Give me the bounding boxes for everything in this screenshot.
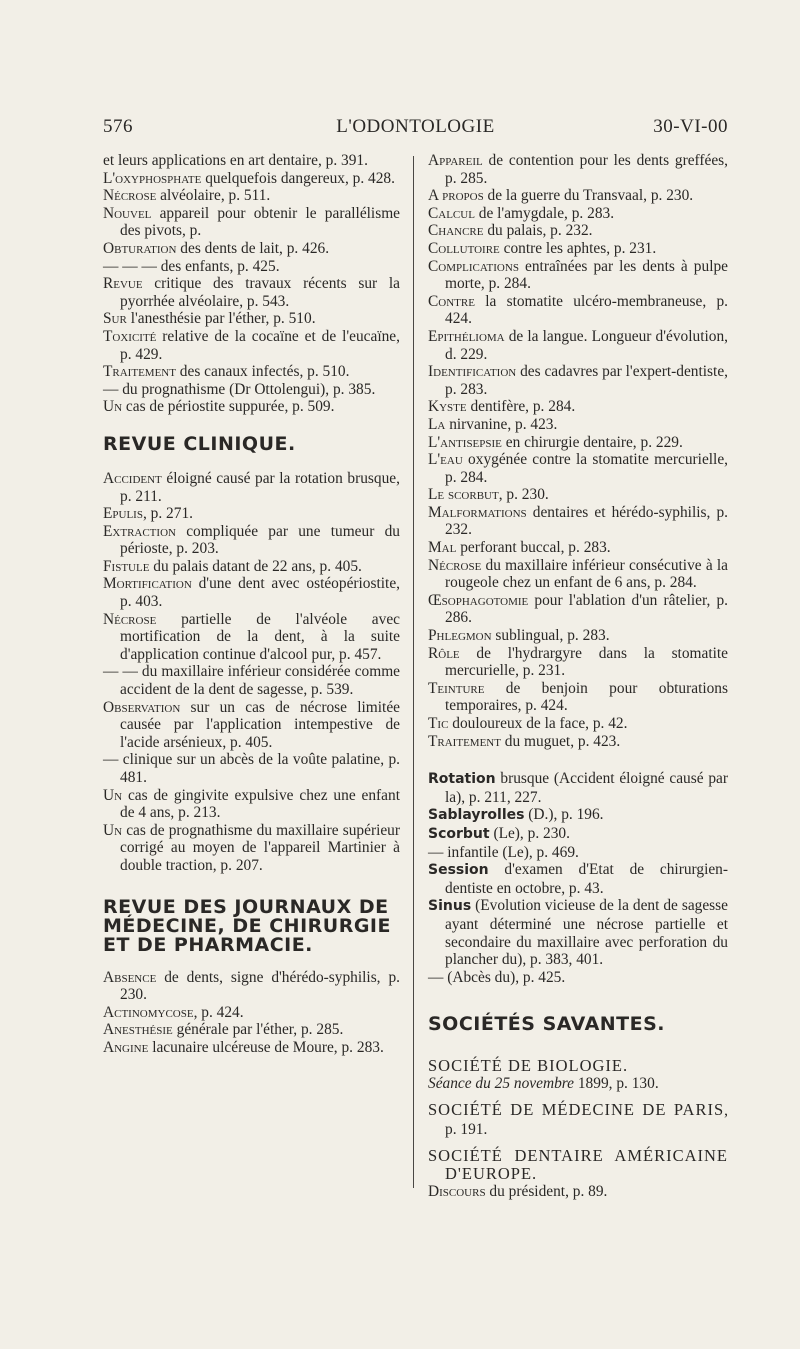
entry-text: l'anesthésie par l'éther, p. 510. [126, 310, 316, 328]
index-entry [428, 861, 728, 897]
journaux-entries-continued [428, 152, 728, 750]
seance-label: Séance du 25 novembre [428, 1075, 575, 1093]
societe-dentaire-title: SOCIÉTÉ DENTAIRE AMÉRICAINE D'EUROPE. [428, 1145, 728, 1183]
entry-key: Complications [428, 257, 519, 275]
index-entry [428, 240, 728, 258]
entry-key: Sur [103, 310, 127, 328]
entry-key: Rotation [428, 771, 496, 788]
index-entry [103, 523, 400, 558]
index-entry [428, 627, 728, 645]
entry-text: — (Abcès du), p. 425. [428, 968, 566, 986]
index-entry [103, 663, 400, 698]
section-revue-journaux-title: REVUE DES JOURNAUX DE MÉDECINE, DE CHIRURGIE ET DE PHARMACIE. [103, 895, 391, 956]
left-column [103, 152, 400, 1057]
index-entry [428, 806, 728, 825]
entry-text: des dents de lait, p. 426. [176, 239, 330, 257]
entry-key: L'eau [428, 451, 463, 469]
entry-key: Epulis [103, 505, 143, 523]
index-entry [428, 152, 728, 187]
index-entry [103, 787, 400, 822]
index-entry [103, 381, 400, 399]
entry-key: Mortification [103, 575, 192, 593]
entry-key: Teinture [428, 679, 485, 697]
index-entry [103, 470, 400, 505]
index-entry [103, 699, 400, 752]
entry-text: , p. 424. [193, 1003, 244, 1021]
entry-key: Session [428, 862, 489, 879]
entry-key: Extraction [103, 522, 176, 540]
entry-key: Observation [103, 698, 181, 716]
index-entry [103, 505, 400, 523]
index-entry [428, 222, 728, 240]
entry-key: Malformations [428, 503, 527, 521]
entry-text: , p. 271. [142, 505, 193, 523]
index-entry [103, 310, 400, 328]
entry-text: oxygénée contre la stomatite mercurielle, p. 284. [445, 451, 728, 486]
entry-key: Revue [103, 275, 143, 293]
entry-key: Scorbut [428, 825, 490, 842]
entry-text: dentifère, p. 284. [466, 398, 576, 416]
clinique-entries [103, 470, 400, 875]
entry-key: Sinus [428, 898, 472, 915]
entry-text: d'une dent avec ostéopériostite, p. 403. [120, 575, 400, 611]
entry-text: compliquée par une tumeur du périoste, p. 203. [120, 522, 400, 558]
entry-key: Obturation [103, 239, 177, 257]
right-column [428, 152, 728, 1201]
societe-medecine-ref: , p. 191. [445, 1101, 728, 1138]
entry-text: des cadavres par l'expert-dentiste, p. 283. [445, 363, 728, 398]
entry-text: cas de périostite suppurée, p. 509. [122, 398, 335, 416]
entry-key: Anesthésie [103, 1021, 173, 1039]
entry-text: nirvanine, p. 423. [445, 415, 558, 433]
entry-key: A propos [428, 187, 484, 205]
index-entry [103, 1039, 400, 1057]
journal-title: L'ODONTOLOGIE [336, 116, 495, 137]
index-entry [428, 897, 728, 968]
societe-medecine-title: SOCIÉTÉ DE MÉDECINE DE PARIS [428, 1099, 725, 1119]
bold-entries [428, 770, 728, 986]
index-entry [428, 844, 728, 862]
entry-text: quelquefois dangereux, p. 428. [201, 169, 395, 187]
entry-text: douloureux de la face, p. 42. [448, 715, 628, 732]
entry-text: — — — des enfants, p. 425. [103, 257, 280, 275]
entry-text: — clinique sur un abcès de la voûte palatine, p. 481. [103, 751, 400, 786]
entry-text: contre les aphtes, p. 231. [499, 239, 657, 257]
entry-text: (D.), p. 196. [524, 806, 604, 824]
index-entry [428, 504, 728, 539]
entry-text: de contention pour les dents greffées, p. 285. [445, 152, 728, 187]
index-entry [103, 275, 400, 310]
index-entry [428, 416, 728, 434]
entry-text: cas de gingivite expulsive chez une enfant de 4 ans, p. 213. [120, 786, 400, 822]
entry-text: brusque (Accident éloigné causé par la), p. 211, 227. [445, 770, 728, 806]
index-entry [428, 645, 728, 680]
issue-date: 30-VI-00 [653, 116, 728, 137]
index-entry [103, 328, 400, 363]
entry-key: Collutoire [428, 239, 500, 257]
index-entry [428, 398, 728, 416]
index-entry [428, 715, 728, 733]
entry-text: dentaires et hérédo-syphilis, p. 232. [445, 503, 728, 539]
entry-text: cas de prognathisme du maxillaire supérieur corrigé au moyen de l'appareil Martinier à double traction, p. 207. [120, 821, 400, 874]
index-entry [103, 558, 400, 576]
entry-text: de benjoin pour obturations temporaires, p. 424. [445, 679, 728, 715]
entry-text: , p. 230. [498, 486, 549, 504]
index-entry [428, 451, 728, 486]
index-entry [103, 969, 400, 1004]
entry-text: perforant buccal, p. 283. [456, 539, 611, 557]
index-entry [103, 152, 400, 170]
journaux-entries [103, 969, 400, 1057]
entry-text: alvéolaire, p. 511. [156, 187, 271, 205]
index-entry [103, 822, 400, 875]
entry-text: et leurs applications en art dentaire, p. 391. [103, 152, 368, 169]
entry-text: (Evolution vicieuse de la dent de sagesse ayant déterminé une nécrose partielle et secondaire du maxillaire avec perforation du plancher du), p. 383, 401. [445, 897, 728, 969]
entry-key: Chancre [428, 222, 484, 240]
index-entry [428, 328, 728, 363]
entry-key: Accident [103, 469, 162, 487]
index-entry [103, 258, 400, 276]
index-entry [428, 825, 728, 844]
index-entry [428, 187, 728, 205]
seance-ref: 1899, p. 130. [574, 1075, 659, 1093]
entry-text: générale par l'éther, p. 285. [172, 1021, 344, 1039]
index-entry [103, 611, 400, 664]
index-entry [103, 1021, 400, 1039]
entry-key: Toxicité [103, 327, 157, 345]
index-entry [103, 575, 400, 610]
societe-medecine-entry [428, 1101, 728, 1139]
entry-key: Epithélioma [428, 327, 505, 345]
entry-key: Fistule [103, 557, 150, 575]
entry-text: du maxillaire inférieur consécutive à la rougeole chez un enfant de 6 ans, p. 284. [445, 556, 728, 592]
entry-key: Nécrose [103, 187, 157, 205]
entry-key: Kyste [428, 398, 467, 416]
index-entry [428, 293, 728, 328]
entry-text: du palais, p. 232. [483, 222, 593, 240]
entry-text: (Le), p. 230. [489, 824, 570, 842]
societe-biologie-title: SOCIÉTÉ DE BIOLOGIE. [428, 1056, 629, 1076]
entry-key: L'oxyphosphate [103, 169, 202, 187]
entry-text: de la langue. Longueur d'évolution, d. 229. [445, 327, 728, 363]
societe-dentaire-discours [428, 1183, 728, 1201]
index-entry [428, 258, 728, 293]
societe-biologie-seance [428, 1075, 728, 1093]
index-entry [428, 434, 728, 452]
entry-key: Rôle [428, 644, 460, 662]
index-entry [103, 240, 400, 258]
entry-text: — — du maxillaire inférieur considérée comme accident de la dent de sagesse, p. 539. [103, 663, 400, 699]
entry-key: Un [103, 786, 123, 804]
index-entry [428, 680, 728, 715]
top-entries [103, 152, 400, 416]
index-entry [428, 486, 728, 504]
entry-text: pour l'ablation d'un râtelier, p. 286. [445, 591, 728, 627]
index-entry [428, 592, 728, 627]
index-entry [103, 363, 400, 381]
section-societes-title: SOCIÉTÉS SAVANTES. [428, 1013, 666, 1036]
index-entry [428, 733, 728, 751]
entry-text: sur un cas de nécrose limitée causée par l'application intempestive de l'acide arsénieux, p. 405. [120, 698, 400, 751]
entry-text: la stomatite ulcéro-membraneuse, p. 424. [445, 292, 728, 328]
entry-key: Un [103, 398, 123, 416]
entry-key: Sablayrolles [428, 807, 525, 824]
entry-key: Traitement [428, 732, 501, 750]
entry-key: Appareil [428, 152, 483, 169]
entry-key: Mal [428, 539, 457, 557]
entry-text: en chirurgie dentaire, p. 229. [501, 433, 683, 451]
entry-key: La [428, 415, 446, 433]
entry-key: Actinomycose [103, 1003, 194, 1021]
entry-text: appareil pour obtenir le parallélisme des pivots, p. [120, 204, 400, 240]
entry-text: éloigné causé par la rotation brusque, p. 211. [120, 469, 400, 505]
entry-key: Identification [428, 363, 517, 381]
index-entry [103, 205, 400, 240]
entry-key: Le scorbut [428, 486, 499, 504]
entry-key: Phlegmon [428, 627, 492, 645]
entry-key: Nouvel [103, 204, 152, 222]
entry-key: Un [103, 821, 123, 839]
entry-key: Angine [103, 1038, 149, 1056]
discours-ref: du président, p. 89. [485, 1182, 608, 1200]
index-entry [428, 363, 728, 398]
entry-text: du palais datant de 22 ans, p. 405. [149, 557, 362, 575]
index-entry [103, 398, 400, 416]
entry-key: L'antisepsie [428, 433, 502, 451]
page-number: 576 [103, 116, 133, 137]
entry-key: Contre [428, 292, 475, 310]
index-entry [428, 770, 728, 806]
index-entry [103, 751, 400, 786]
entry-key: Œsophagotomie [428, 591, 529, 609]
entry-key: Tic [428, 715, 449, 732]
entry-key: Traitement [103, 363, 176, 381]
entry-key: Nécrose [103, 610, 157, 628]
column-divider [413, 156, 414, 1188]
index-entry [428, 205, 728, 223]
index-entry [428, 969, 728, 987]
discours-key: Discours [428, 1182, 486, 1200]
index-entry [428, 557, 728, 592]
entry-key: Calcul [428, 204, 475, 222]
entry-text: entraînées par les dents à pulpe morte, p. 284. [445, 257, 728, 293]
entry-text: critique des travaux récents sur la pyorrhée alvéolaire, p. 543. [120, 275, 400, 310]
entry-text: des canaux infectés, p. 510. [175, 363, 350, 381]
index-entry [103, 187, 400, 205]
entry-text: du muguet, p. 423. [500, 732, 621, 750]
entry-key: Nécrose [428, 556, 482, 574]
entry-text: relative de la cocaïne et de l'eucaïne, p. 429. [120, 327, 400, 363]
entry-text: partielle de l'alvéole avec mortification de la dent, à la suite d'application continue d'alcool pur, p. 457. [120, 610, 400, 663]
index-entry [428, 539, 728, 557]
entry-key: Absence [103, 968, 157, 986]
entry-text: de la guerre du Transvaal, p. 230. [483, 187, 694, 205]
section-revue-clinique-title: REVUE CLINIQUE. [103, 432, 296, 455]
index-entry [103, 170, 400, 188]
entry-text: sublingual, p. 283. [491, 627, 610, 645]
entry-text: de dents, signe d'hérédo-syphilis, p. 230. [120, 968, 400, 1004]
entry-text: de l'hydrargyre dans la stomatite mercurielle, p. 231. [445, 644, 728, 680]
index-entry [103, 1004, 400, 1022]
entry-text: lacunaire ulcéreuse de Moure, p. 283. [148, 1038, 384, 1056]
entry-text: de l'amygdale, p. 283. [474, 204, 615, 222]
entry-text: d'examen d'Etat de chirurgien-dentiste en octobre, p. 43. [445, 861, 728, 897]
entry-text: — infantile (Le), p. 469. [428, 843, 579, 861]
page-header [103, 116, 728, 146]
entry-text: — du prognathisme (Dr Ottolengui), p. 385. [103, 380, 376, 398]
